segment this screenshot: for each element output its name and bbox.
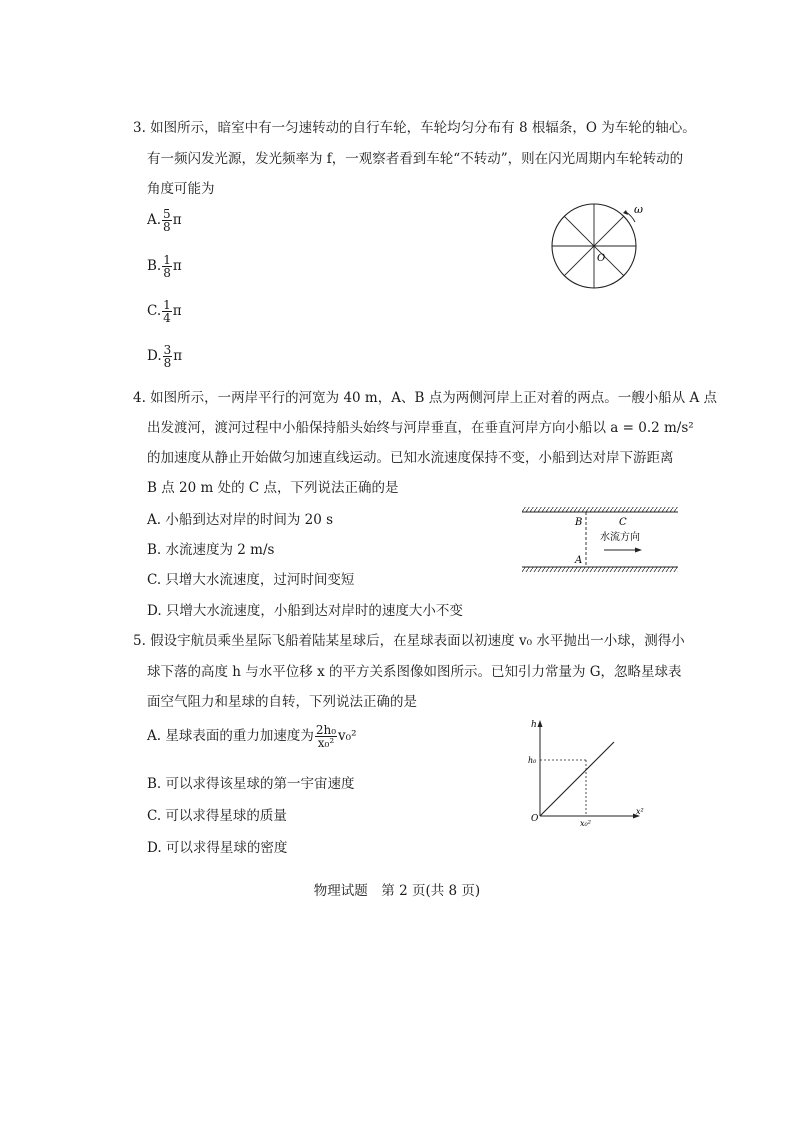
q4-stem-line-4: B 点 20 m 处的 C 点，下列说法正确的是 bbox=[147, 480, 399, 496]
point-c-label: C bbox=[619, 517, 627, 528]
q4-stem-line-3: 的加速度从静止开始做匀加速直线运动。已知水流速度保持不变，小船到达对岸下游距离 bbox=[147, 450, 674, 466]
q4-stem-line-2: 出发渡河，渡河过程中小船保持船头始终与河岸垂直，在垂直河岸方向小船以 a = 0.2 m/s² bbox=[147, 420, 694, 436]
q3-option-c: C. $\frac{1}{4}$ π bbox=[147, 298, 182, 325]
q5-stem-line-1: 5. 假设宇航员乘坐星际飞船着陆某星球后，在星球表面以初速度 v₀ 水平抛出一小球，测得小 bbox=[133, 633, 685, 649]
q4-river-figure bbox=[520, 503, 680, 575]
q5-stem-line-3: 面空气阻力和星球的自转，下列说法正确的是 bbox=[147, 694, 417, 710]
y-axis-label: h bbox=[531, 720, 537, 730]
q3-stem-line-3: 角度可能为 bbox=[147, 181, 215, 197]
page-footer: 物理试题 第 2 页(共 8 页) bbox=[313, 883, 481, 899]
q5-stem-line-2: 球下落的高度 h 与水平位移 x 的平方关系图像如图所示。已知引力常量为 G，忽略星球表 bbox=[147, 664, 682, 680]
q3-option-d: D. $\frac{3}{8}$ π bbox=[147, 343, 183, 370]
q5-option-d: D. 可以求得星球的密度 bbox=[147, 840, 288, 856]
q3-option-b: B. $\frac{1}{8}$ π bbox=[147, 253, 182, 280]
bottom-bank-hatch bbox=[522, 567, 678, 572]
x0-label: x₀² bbox=[580, 819, 591, 828]
q3-stem-line-2: 有一频闪发光源，发光频率为 f，一观察者看到车轮“不转动”，则在闪光周期内车轮转动的 bbox=[147, 151, 684, 167]
graph-line bbox=[540, 742, 614, 816]
origin-label: O bbox=[531, 814, 539, 824]
point-b-label: B bbox=[575, 517, 583, 528]
q5-option-b: B. 可以求得该星球的第一宇宙速度 bbox=[147, 776, 355, 792]
q3-wheel-figure bbox=[548, 200, 648, 292]
q4-option-b: B. 水流速度为 2 m/s bbox=[147, 542, 275, 558]
q5-option-a: A. 星球表面的重力加速度为 $\frac{\text{2h₀}}{\text{x₀²}}$ v₀² bbox=[147, 723, 357, 750]
q5-option-c: C. 可以求得星球的质量 bbox=[147, 808, 287, 824]
center-label: O bbox=[597, 253, 606, 264]
flow-direction-label: 水流方向 bbox=[600, 532, 640, 543]
q5-graph-figure bbox=[528, 718, 648, 828]
q4-option-c: C. 只增大水流速度，过河时间变短 bbox=[147, 572, 355, 588]
x-axis-label: x² bbox=[636, 807, 644, 816]
q3-stem-line-1: 3. 如图所示，暗室中有一匀速转动的自行车轮，车轮均匀分布有 8 根辐条，O 为车轮的轴心。 bbox=[133, 120, 696, 136]
wheel-spokes bbox=[552, 204, 636, 288]
top-bank-hatch bbox=[522, 507, 678, 512]
flow-arrow-head bbox=[635, 548, 642, 553]
q4-option-a: A. 小船到达对岸的时间为 20 s bbox=[147, 512, 334, 528]
point-a-label: A bbox=[575, 555, 583, 566]
q4-option-d: D. 只增大水流速度，小船到达对岸时的速度大小不变 bbox=[147, 603, 463, 619]
q3-option-a: A. $\frac{5}{8}$ π bbox=[147, 207, 182, 234]
q4-stem-line-1: 4. 如图所示，一两岸平行的河宽为 40 m，A、B 点为两侧河岸上正对着的两点。一艘小船从 A 点 bbox=[133, 390, 718, 406]
omega-label: ω bbox=[634, 203, 643, 216]
h0-label: h₀ bbox=[528, 756, 537, 765]
